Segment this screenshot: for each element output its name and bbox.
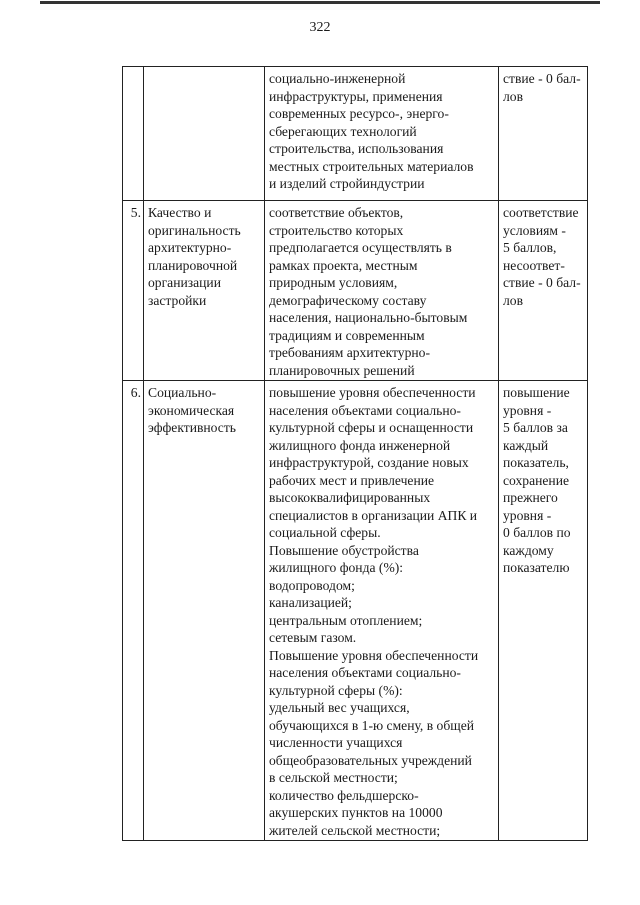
text-line: планировочной — [148, 257, 238, 273]
text-line: высококвалифицированных — [269, 490, 431, 505]
table-row — [123, 381, 588, 841]
text-line: рамках проекта, местным — [269, 257, 418, 273]
text-line: соответствие объектов, — [269, 205, 404, 220]
top-rule — [40, 1, 600, 4]
text-line: архитектурно- — [148, 240, 232, 255]
text-line: численности учащихся — [269, 735, 403, 750]
row-number: 5. — [123, 201, 144, 381]
text-line: местных строительных материалов — [269, 158, 474, 174]
text-line: культурной сферы и оснащенности — [269, 420, 474, 435]
text-line: требованиям архитектурно- — [269, 345, 430, 360]
score-cell — [499, 201, 588, 381]
text-line: жителей сельской местности; — [269, 822, 441, 838]
text-line: природным условиям, — [269, 275, 398, 290]
text-line: повышение — [503, 385, 570, 400]
text-line: повышение уровня обеспеченности — [269, 385, 476, 400]
score-cell — [499, 67, 588, 201]
row-number: 6. — [123, 381, 144, 841]
table-row — [123, 201, 588, 381]
text-line: акушерских пунктов на 10000 — [269, 805, 443, 820]
text-line: 0 баллов по — [503, 525, 571, 540]
text-line: удельный вес учащихся, — [269, 700, 410, 715]
criterion-cell — [144, 201, 265, 381]
row-number — [123, 67, 144, 201]
text-line: инфраструктуры, применения — [269, 88, 443, 104]
text-line: Качество и — [148, 205, 212, 220]
description-cell — [265, 381, 499, 841]
text-line: несоответ- — [503, 257, 565, 273]
text-line: показателю — [503, 560, 570, 575]
text-line: показатель, — [503, 455, 569, 470]
text-line: каждому — [503, 542, 554, 558]
score-cell — [499, 381, 588, 841]
text-line: строительство которых — [269, 222, 404, 238]
text-line: жилищного фонда инженерной — [269, 437, 451, 453]
text-line: экономическая — [148, 402, 235, 418]
text-line: условиям - — [503, 222, 566, 238]
text-line: 5 баллов за — [503, 420, 568, 435]
description-cell — [265, 201, 499, 381]
text-line: и изделий стройиндустрии — [269, 176, 425, 191]
text-line: прежнего — [503, 490, 558, 505]
text-line: лов — [503, 292, 523, 308]
text-line: эффективность — [148, 420, 236, 435]
text-line: обучающихся в 1-ю смену, в общей — [269, 717, 475, 733]
text-line: 5 баллов, — [503, 240, 557, 255]
text-line: современных ресурсо-, энерго- — [269, 106, 449, 121]
text-line: оригинальность — [148, 222, 241, 238]
text-line: Социально- — [148, 385, 217, 400]
text-line: канализацией; — [269, 595, 352, 610]
text-line: населения объектами социально- — [269, 402, 461, 418]
text-line: культурной сферы (%): — [269, 682, 403, 698]
criteria-table — [122, 66, 588, 841]
page-number: 322 — [309, 20, 331, 35]
text-line: соответствие — [503, 205, 579, 220]
text-line: инфраструктурой, создание новых — [269, 455, 469, 470]
text-line: количество фельдшерско- — [269, 787, 419, 803]
text-line: ствие - 0 бал- — [503, 275, 581, 290]
text-line: каждый — [503, 437, 549, 453]
criterion-cell — [144, 67, 265, 201]
text-line: социально-инженерной — [269, 71, 406, 86]
text-line: населения объектами социально- — [269, 665, 461, 680]
text-line: застройки — [148, 292, 207, 308]
text-line: водопроводом; — [269, 577, 355, 593]
text-line: общеобразовательных учреждений — [269, 752, 472, 768]
text-line: планировочных решений — [269, 362, 415, 378]
text-line: Повышение уровня обеспеченности — [269, 647, 479, 663]
text-line: уровня - — [503, 507, 552, 523]
text-line: населения, национально-бытовым — [269, 310, 468, 325]
text-line: демографическому составу — [269, 292, 427, 308]
text-line: в сельской местности; — [269, 770, 398, 785]
text-line: сетевым газом. — [269, 630, 357, 645]
description-cell — [265, 67, 499, 201]
text-line: жилищного фонда (%): — [269, 560, 404, 575]
text-line: ствие - 0 бал- — [503, 71, 581, 86]
text-line: Повышение обустройства — [269, 542, 419, 558]
text-line: организации — [148, 275, 221, 290]
text-line: уровня - — [503, 402, 552, 418]
text-line: лов — [503, 88, 523, 104]
text-line: специалистов в организации АПК и — [269, 507, 478, 523]
text-line: сохранение — [503, 472, 570, 488]
text-line: предполагается осуществлять в — [269, 240, 452, 255]
text-line: центральным отоплением; — [269, 612, 423, 628]
text-line: рабочих мест и привлечение — [269, 472, 435, 488]
text-line: социальной сферы. — [269, 525, 381, 540]
text-line: сберегающих технологий — [269, 123, 417, 139]
text-line: строительства, использования — [269, 141, 444, 156]
table-row — [123, 67, 588, 201]
criterion-cell — [144, 381, 265, 841]
text-line: традициям и современным — [269, 327, 425, 343]
